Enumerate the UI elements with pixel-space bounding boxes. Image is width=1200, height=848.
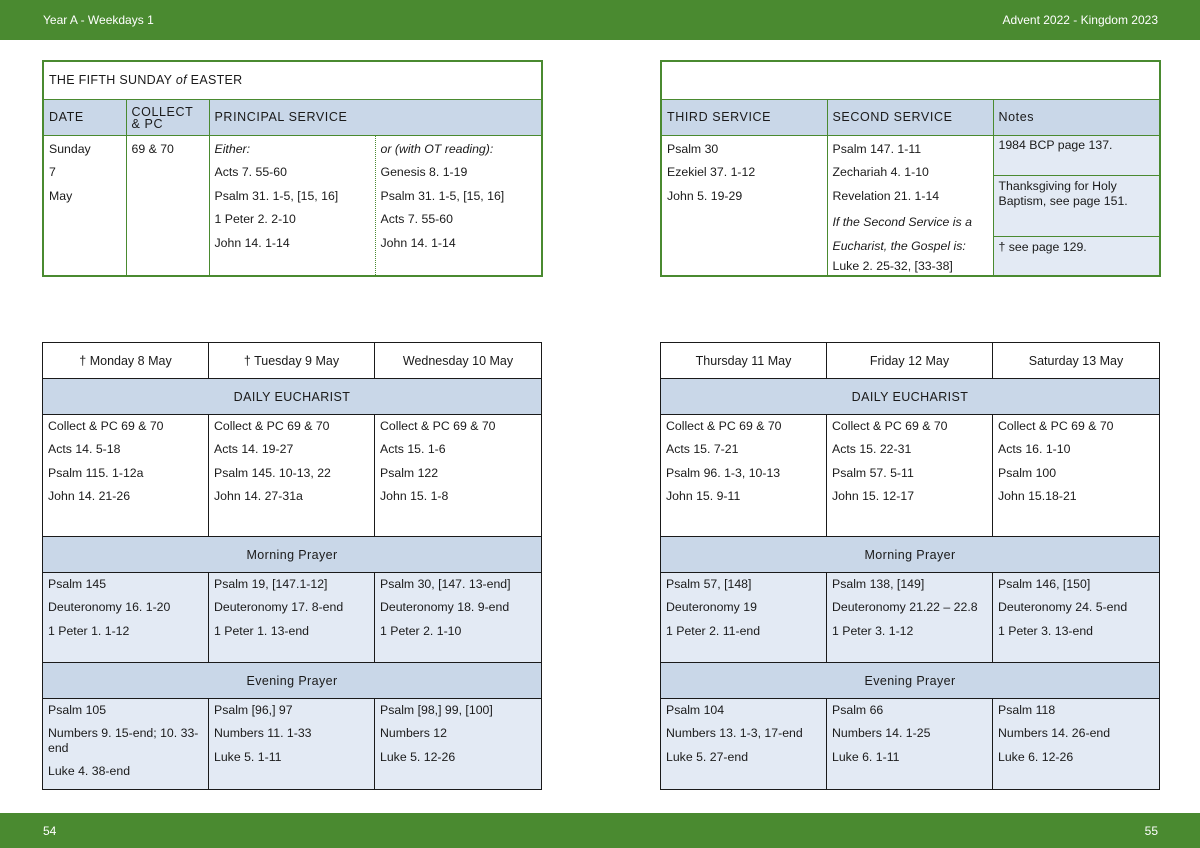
header-left-text: Year A - Weekdays 1	[43, 13, 154, 27]
sunday-other-services-table	[660, 60, 1161, 277]
evening-prayer-cell: Psalm 104 Numbers 13. 1-3, 17-end Luke 5. 27-end	[661, 699, 827, 790]
day-header: Wednesday 10 May	[375, 343, 542, 379]
collect-cell: 69 & 70	[126, 135, 209, 276]
sunday-right-title-blank	[661, 61, 1160, 99]
eucharist-cell: Collect & PC 69 & 70 Acts 15. 1-6 Psalm 122 John 15. 1-8	[375, 415, 542, 537]
eucharist-cell: Collect & PC 69 & 70 Acts 16. 1-10 Psalm 100 John 15.18-21	[993, 415, 1160, 537]
second-service-cell: Psalm 147. 1-11 Zechariah 4. 1-10 Revelation 21. 1-14 If the Second Service is a Eucharist, the Gospel is: Luke 2. 25-32, [33-38]	[827, 135, 993, 276]
evening-prayer-header: Evening Prayer	[661, 663, 1160, 699]
or-reading-cell: or (with OT reading): Genesis 8. 1-19 Psalm 31. 1-5, [15, 16] Acts 7. 55-60 John 14. 1-14	[375, 135, 542, 276]
morning-prayer-cell: Psalm 30, [147. 13-end] Deuteronomy 18. 9-end 1 Peter 2. 1-10	[375, 573, 542, 663]
day-header: Friday 12 May	[827, 343, 993, 379]
bottom-footer-band	[0, 813, 1200, 848]
morning-prayer-header: Morning Prayer	[43, 537, 542, 573]
third-service-cell: Psalm 30 Ezekiel 37. 1-12 John 5. 19-29	[661, 135, 827, 276]
daily-eucharist-header: DAILY EUCHARIST	[43, 379, 542, 415]
eucharist-cell: Collect & PC 69 & 70 Acts 14. 19-27 Psalm 145. 10-13, 22 John 14. 27-31a	[209, 415, 375, 537]
eucharist-cell: Collect & PC 69 & 70 Acts 14. 5-18 Psalm 115. 1-12a John 14. 21-26	[43, 415, 209, 537]
morning-prayer-cell: Psalm 57, [148] Deuteronomy 19 1 Peter 2. 11-end	[661, 573, 827, 663]
sunday-principal-table	[42, 60, 543, 277]
morning-prayer-header: Morning Prayer	[661, 537, 1160, 573]
morning-prayer-cell: Psalm 19, [147.1-12] Deuteronomy 17. 8-end 1 Peter 1. 13-end	[209, 573, 375, 663]
evening-prayer-cell: Psalm 66 Numbers 14. 1-25 Luke 6. 1-11	[827, 699, 993, 790]
sunday-date-cell: Sunday 7 May	[43, 135, 126, 276]
date-header: DATE	[43, 99, 126, 135]
page-number-right: 55	[1144, 824, 1158, 838]
collect-header: COLLECT & PC	[126, 99, 209, 135]
note-bcp: 1984 BCP page 137.	[994, 136, 1160, 176]
top-header-band	[0, 0, 1200, 40]
page-number-left: 54	[43, 824, 57, 838]
note-dagger: † see page 129.	[994, 237, 1160, 275]
evening-prayer-cell: Psalm [96,] 97 Numbers 11. 1-33 Luke 5. 1-11	[209, 699, 375, 790]
day-header: Thursday 11 May	[661, 343, 827, 379]
daily-eucharist-header: DAILY EUCHARIST	[661, 379, 1160, 415]
evening-prayer-header: Evening Prayer	[43, 663, 542, 699]
morning-prayer-cell: Psalm 146, [150] Deuteronomy 24. 5-end 1 Peter 3. 13-end	[993, 573, 1160, 663]
day-header: Saturday 13 May	[993, 343, 1160, 379]
morning-prayer-cell: Psalm 145 Deuteronomy 16. 1-20 1 Peter 1. 1-12	[43, 573, 209, 663]
evening-prayer-cell: Psalm 105 Numbers 9. 15-end; 10. 33-end Luke 4. 38-end	[43, 699, 209, 790]
second-service-note: If the Second Service is a Eucharist, the Gospel is:	[832, 215, 972, 253]
third-service-header: THIRD SERVICE	[661, 99, 827, 135]
evening-prayer-cell: Psalm 118 Numbers 14. 26-end Luke 6. 12-26	[993, 699, 1160, 790]
day-header: † Monday 8 May	[43, 343, 209, 379]
weekdays-left-table	[42, 342, 542, 790]
principal-service-header: PRINCIPAL SERVICE	[209, 99, 542, 135]
notes-header: Notes	[993, 99, 1160, 135]
weekdays-right-table	[660, 342, 1160, 790]
second-service-gospel: Luke 2. 25-32, [33-38]	[832, 259, 953, 273]
day-header: † Tuesday 9 May	[209, 343, 375, 379]
eucharist-cell: Collect & PC 69 & 70 Acts 15. 7-21 Psalm 96. 1-3, 10-13 John 15. 9-11	[661, 415, 827, 537]
second-service-header: SECOND SERVICE	[827, 99, 993, 135]
either-reading-cell: Either: Acts 7. 55-60 Psalm 31. 1-5, [15, 16] 1 Peter 2. 2-10 John 14. 1-14	[209, 135, 375, 276]
note-baptism: Thanksgiving for Holy Baptism, see page 151.	[994, 176, 1160, 237]
header-right-text: Advent 2022 - Kingdom 2023	[1002, 13, 1158, 27]
morning-prayer-cell: Psalm 138, [149] Deuteronomy 21.22 – 22.8 1 Peter 3. 1-12	[827, 573, 993, 663]
eucharist-cell: Collect & PC 69 & 70 Acts 15. 22-31 Psalm 57. 5-11 John 15. 12-17	[827, 415, 993, 537]
evening-prayer-cell: Psalm [98,] 99, [100] Numbers 12 Luke 5. 12-26	[375, 699, 542, 790]
notes-cell	[993, 135, 1160, 276]
sunday-title: THE FIFTH SUNDAY of EASTER	[43, 61, 542, 99]
